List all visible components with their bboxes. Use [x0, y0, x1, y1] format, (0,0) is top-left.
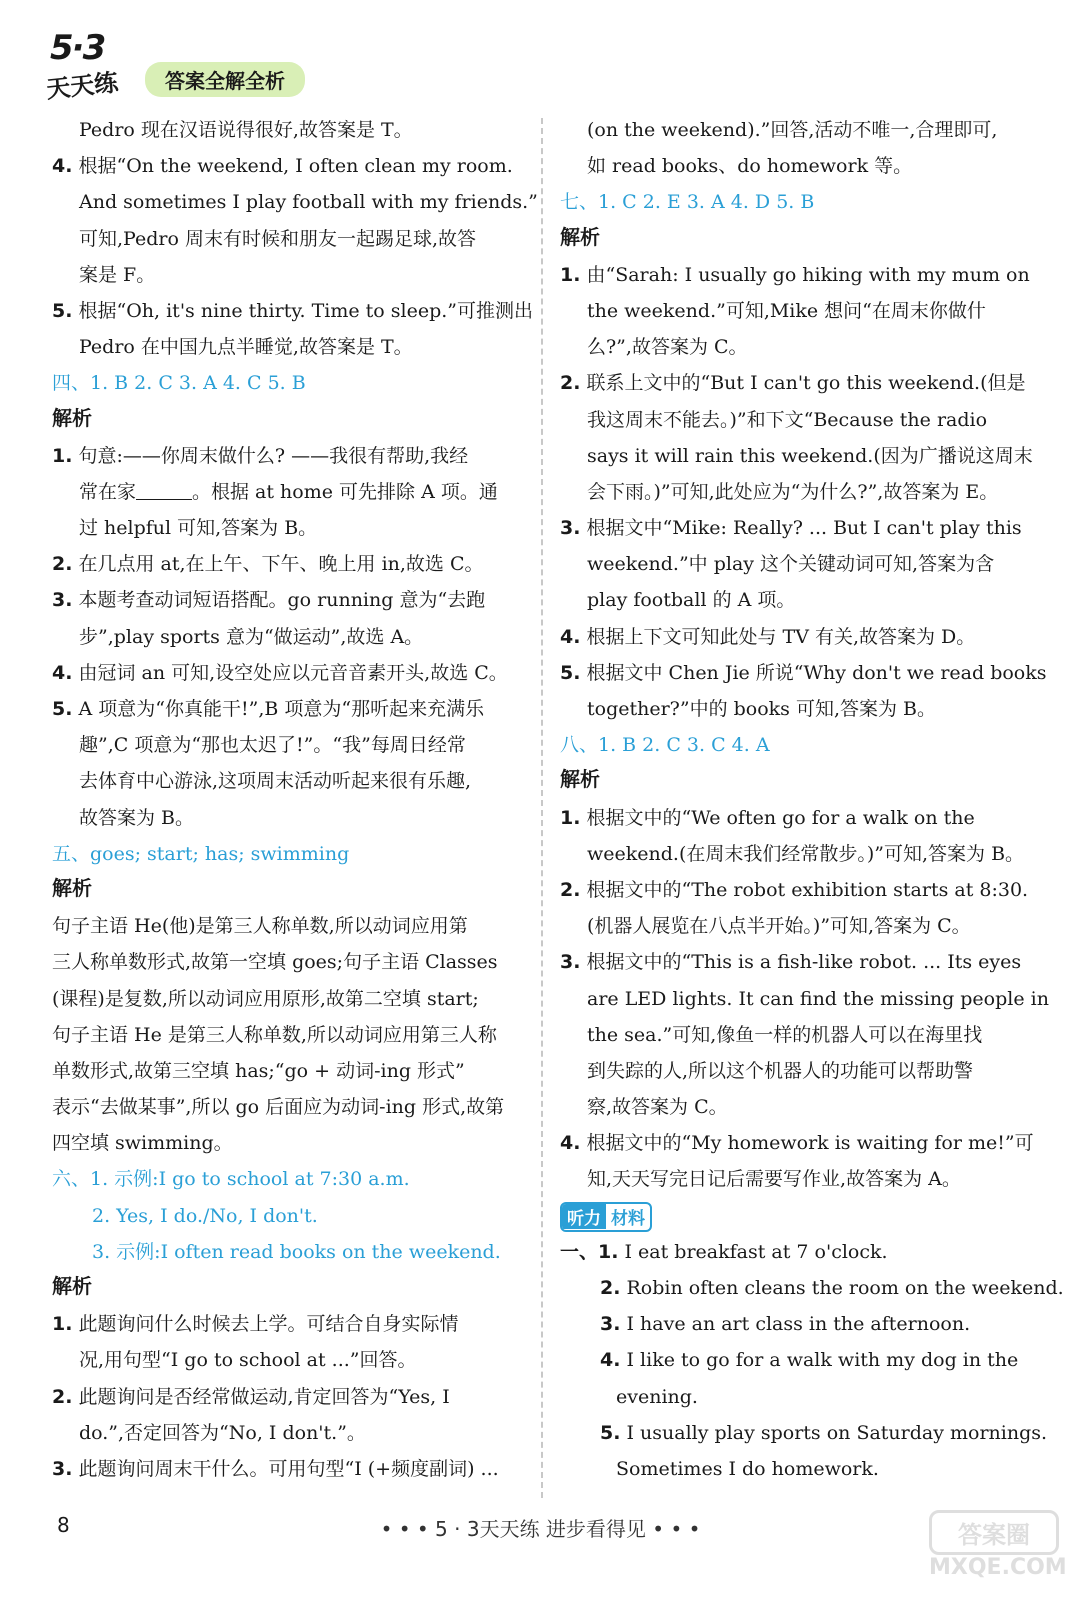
line-text: 常在家	[79, 480, 137, 503]
line-text: are LED lights. It can find the missing people in	[587, 987, 1049, 1010]
line-text: play football 的 A 项。	[587, 589, 796, 612]
text-line	[560, 619, 1038, 655]
line-text: 根据“On the weekend, I often clean my room.	[78, 155, 513, 178]
line-text: A 项意为“你真能干!”,B 项意为“那听起来充满乐	[78, 698, 485, 720]
text-line	[52, 981, 527, 1017]
text-line	[52, 112, 527, 148]
text-line	[52, 221, 527, 257]
line-text: 八、1. B 2. C 3. C 4. A	[560, 734, 770, 757]
line-text: 四空填 swimming。	[52, 1132, 233, 1155]
text-line	[52, 908, 527, 944]
text-line	[52, 691, 527, 727]
text-line	[560, 1342, 1038, 1378]
watermark-url: MXQE.COM	[929, 1555, 1067, 1580]
item-number: 3.	[560, 517, 581, 540]
listening-material-tag	[560, 1202, 652, 1232]
line-text: 可知,Pedro 周末有时候和朋友一起踢足球,故答	[79, 227, 476, 250]
answer-blank	[136, 479, 192, 500]
line-text: 七、1. C 2. E 3. A 4. D 5. B	[560, 191, 815, 214]
logo-main: 5·3	[50, 28, 105, 68]
line-text: 此题询问是否经常做运动,肯定回答为“Yes, I	[78, 1385, 450, 1408]
logo	[40, 22, 150, 102]
item-number: 2.	[600, 1277, 621, 1299]
line-text: 由“Sarah: I usually go hiking with my mum on	[586, 263, 1030, 286]
line-text: together?”中的 books 可知,答案为 B。	[587, 698, 937, 720]
text-line	[560, 981, 1049, 1017]
text-line	[560, 474, 1038, 510]
text-line	[560, 510, 1038, 546]
line-text: (on the weekend).”回答,活动不唯一,合理即可,	[587, 119, 998, 141]
text-line	[560, 1125, 1038, 1161]
text-line	[52, 293, 534, 329]
line-text: 3. 示例:I often read books on the weekend.	[92, 1240, 501, 1263]
text-line	[52, 800, 527, 836]
line-text: 解析	[560, 224, 600, 249]
text-line	[52, 1306, 527, 1342]
item-number: 2.	[560, 878, 581, 901]
text-line	[52, 872, 527, 908]
item-number: 3.	[600, 1313, 621, 1336]
text-line	[52, 1451, 527, 1487]
line-text: 句子主语 He 是第三人称单数,所以动词应用第三人称	[52, 1023, 497, 1046]
item-number: 1.	[560, 806, 581, 829]
line-text: 到失踪的人,所以这个机器人的功能可以帮助警	[587, 1059, 974, 1082]
text-line	[560, 800, 1038, 836]
header	[40, 22, 440, 102]
line-text: Pedro 在中国九点半睡觉,故答案是 T。	[79, 336, 413, 359]
text-line	[52, 836, 527, 872]
page-number: 8	[57, 1513, 70, 1537]
line-text: 解析	[52, 875, 92, 900]
line-text: 单数形式,故第三空填 has;“go + 动词-ing 形式”	[52, 1059, 465, 1082]
line-text: the weekend.”可知,Mike 想问“在周末你做什	[587, 299, 986, 322]
line-text: And sometimes I play football with my friends.”	[79, 191, 538, 214]
line-text: weekend.”中 play 这个关键动词可知,答案为含	[587, 553, 995, 576]
line-text: 在几点用 at,在上午、下午、晚上用 in,故选 C。	[78, 553, 484, 576]
text-line	[52, 1198, 527, 1234]
text-line	[52, 402, 527, 438]
text-line	[560, 1270, 1064, 1306]
line-text: 根据文中的“We often go for a walk on the	[586, 806, 975, 829]
text-line	[560, 184, 1038, 220]
line-text: says it will rain this weekend.(因为广播说这周末	[587, 444, 1033, 467]
watermark	[929, 1510, 1067, 1590]
text-line	[52, 1017, 527, 1053]
text-line	[52, 1342, 527, 1378]
line-text: 六、1. 示例:I go to school at 7:30 a.m.	[52, 1168, 410, 1191]
item-number: 1.	[560, 263, 581, 286]
text-line	[52, 510, 527, 546]
item-number: 4.	[560, 625, 581, 648]
line-text: 根据文中 Chen Jie 所说“Why don't we read books	[586, 661, 1047, 684]
footer	[0, 1513, 1081, 1543]
left-column	[52, 112, 538, 1487]
item-number: 2.	[52, 1385, 73, 1408]
line-text: 知,天天写完日记后需要写作业,故答案为 A。	[587, 1168, 961, 1191]
text-line	[52, 1125, 527, 1161]
item-number: 3.	[52, 589, 73, 612]
text-line	[560, 1198, 1038, 1234]
line-text: 此题询问什么时候去上学。可结合自身实际情	[78, 1313, 459, 1336]
line-text: 四、1. B 2. C 3. A 4. C 5. B	[52, 372, 306, 395]
text-line	[560, 329, 1038, 365]
text-line	[52, 365, 527, 401]
text-line	[52, 257, 527, 293]
line-text: 五、goes; start; has; swimming	[52, 842, 350, 865]
line-text: 去体育中心游泳,这项周末活动听起来很有乐趣,	[79, 770, 472, 793]
line-text: weekend.(在周末我们经常散步。)”可知,答案为 B。	[587, 842, 1025, 865]
line-text: Robin often cleans the room on the weekend.	[626, 1277, 1064, 1299]
line-text: 根据文中的“The robot exhibition starts at 8:30.	[586, 878, 1029, 901]
answer-badge: 答案全解全析	[145, 62, 305, 97]
text-line	[52, 1161, 527, 1197]
line-text: 么?”,故答案为 C。	[587, 336, 748, 359]
text-line	[52, 619, 527, 655]
line-text: 本题考查动词短语搭配。go running 意为“去跑	[78, 589, 486, 612]
item-number: 3.	[52, 1457, 73, 1480]
item-number: 5.	[52, 299, 73, 322]
text-line	[560, 365, 1038, 401]
text-line	[560, 546, 1038, 582]
item-number: 1.	[52, 444, 73, 467]
text-line	[560, 438, 1038, 474]
text-line	[560, 1234, 1038, 1270]
line-text: 根据文中的“This is a fish-like robot. ... Its eyes	[586, 951, 1022, 974]
logo-sub: 天天练	[44, 68, 120, 104]
line-text: I have an art class in the afternoon.	[626, 1313, 971, 1336]
text-line	[560, 257, 1038, 293]
text-line	[560, 402, 1038, 438]
text-line	[52, 1415, 527, 1451]
line-text: 过 helpful 可知,答案为 B。	[79, 517, 318, 540]
line-text: 句子主语 He(他)是第三人称单数,所以动词应用第	[52, 915, 468, 938]
text-line	[52, 1379, 527, 1415]
item-number: 4.	[560, 1132, 581, 1155]
text-line	[560, 221, 1038, 257]
text-line	[560, 727, 1038, 763]
text-line	[52, 438, 527, 474]
text-line	[52, 1089, 527, 1125]
line-text: the sea.”可知,像鱼一样的机器人可以在海里找	[587, 1023, 983, 1046]
item-number: 2.	[560, 372, 581, 395]
text-line	[560, 112, 1038, 148]
line-text: 趣”,C 项意为“那也太迟了!”。“我”每周日经常	[79, 734, 466, 757]
text-line	[560, 582, 1038, 618]
text-line	[52, 582, 527, 618]
text-line	[560, 691, 1038, 727]
right-column	[560, 112, 1064, 1487]
text-line	[52, 184, 538, 220]
text-line	[560, 836, 1038, 872]
text-line	[52, 329, 527, 365]
text-line	[560, 872, 1038, 908]
text-line	[52, 1053, 527, 1089]
line-text: evening.	[616, 1385, 698, 1408]
text-line	[560, 1451, 1038, 1487]
item-number: 2.	[52, 553, 73, 576]
line-text: 句意:——你周末做什么? ——我很有帮助,我经	[78, 444, 469, 467]
column-divider	[541, 118, 543, 1498]
text-line	[560, 1415, 1048, 1451]
text-line	[560, 655, 1047, 691]
line-text: 解析	[52, 405, 92, 430]
line-text: 联系上文中的“But I can't go this weekend.(但是	[586, 372, 1026, 395]
text-line	[52, 1270, 527, 1306]
text-line	[560, 148, 1038, 184]
line-text: 解析	[560, 767, 600, 792]
text-line	[560, 1017, 1038, 1053]
line-text: 案是 F。	[79, 263, 156, 286]
line-text: 表示“去做某事”,所以 go 后面应为动词-ing 形式,故第	[52, 1096, 505, 1119]
watermark-logo: 答案圈	[929, 1510, 1059, 1555]
text-line	[560, 1089, 1038, 1125]
line-text: I eat breakfast at 7 o'clock.	[624, 1240, 888, 1263]
item-number: 3.	[560, 951, 581, 974]
line-text: 步”,play sports 意为“做运动”,故选 A。	[79, 625, 424, 648]
text-line	[52, 655, 527, 691]
text-line	[560, 293, 1038, 329]
line-text: 察,故答案为 C。	[587, 1096, 728, 1119]
text-line	[560, 1161, 1038, 1197]
line-text: 根据文中的“My homework is waiting for me!”可	[586, 1132, 1034, 1155]
line-text: 根据“Oh, it's nine thirty. Time to sleep.”可推测出	[78, 299, 534, 322]
item-number: 4.	[52, 155, 73, 178]
item-number: 1.	[52, 1313, 73, 1336]
line-text: 此题询问周末干什么。可用句型“I (+频度副词) ...	[78, 1457, 499, 1480]
text-line	[52, 944, 527, 980]
line-text: Sometimes I do homework.	[616, 1457, 879, 1480]
text-line	[560, 1306, 1038, 1342]
text-line	[52, 474, 527, 510]
line-text: 根据文中“Mike: Really? ... But I can't play this	[586, 517, 1022, 540]
text-line	[560, 944, 1038, 980]
line-text: 2. Yes, I do./No, I don't.	[92, 1204, 318, 1227]
text-line	[560, 1053, 1038, 1089]
footer-slogan: • • • 5 · 3天天练 进步看得见 • • •	[380, 1517, 701, 1541]
line-text: I usually play sports on Saturday mornings.	[626, 1421, 1048, 1444]
text-line	[560, 1379, 1038, 1415]
line-text: (机器人展览在八点半开始。)”可知,答案为 C。	[587, 915, 971, 938]
item-number: 5.	[52, 698, 73, 720]
text-line	[52, 727, 527, 763]
item-number: 一、1.	[560, 1240, 619, 1263]
text-line	[560, 763, 1038, 799]
text-line	[560, 908, 1038, 944]
line-text: 解析	[52, 1274, 92, 1298]
line-text: 我这周末不能去。)”和下文“Because the radio	[587, 408, 988, 431]
line-text: 由冠词 an 可知,设空处应以元音音素开头,故选 C。	[78, 661, 508, 684]
line-text: Pedro 现在汉语说得很好,故答案是 T。	[79, 119, 413, 141]
tag-part-1: 听力	[562, 1204, 606, 1229]
text-line	[52, 148, 527, 184]
item-number: 4.	[600, 1349, 621, 1372]
line-text: 故答案为 B。	[79, 806, 195, 829]
line-text: I like to go for a walk with my dog in the	[626, 1349, 1019, 1372]
line-text-continued: 。根据 at home 可先排除 A 项。通	[192, 480, 498, 503]
item-number: 5.	[600, 1421, 621, 1444]
item-number: 4.	[52, 661, 73, 684]
line-text: (课程)是复数,所以动词应用原形,故第二空填 start;	[52, 987, 479, 1010]
line-text: 况,用句型“I go to school at ...”回答。	[79, 1349, 417, 1372]
item-number: 5.	[560, 661, 581, 684]
text-line	[52, 763, 527, 799]
text-line	[52, 1234, 527, 1270]
line-text: do.”,否定回答为“No, I don't.”。	[79, 1421, 366, 1444]
line-text: 会下雨。)”可知,此处应为“为什么?”,故答案为 E。	[587, 480, 999, 503]
tag-part-2: 材料	[611, 1208, 645, 1229]
line-text: 三人称单数形式,故第一空填 goes;句子主语 Classes	[52, 951, 498, 974]
text-line	[52, 546, 527, 582]
line-text: 根据上下文可知此处与 TV 有关,故答案为 D。	[586, 625, 976, 648]
line-text: 如 read books、do homework 等。	[587, 155, 913, 178]
